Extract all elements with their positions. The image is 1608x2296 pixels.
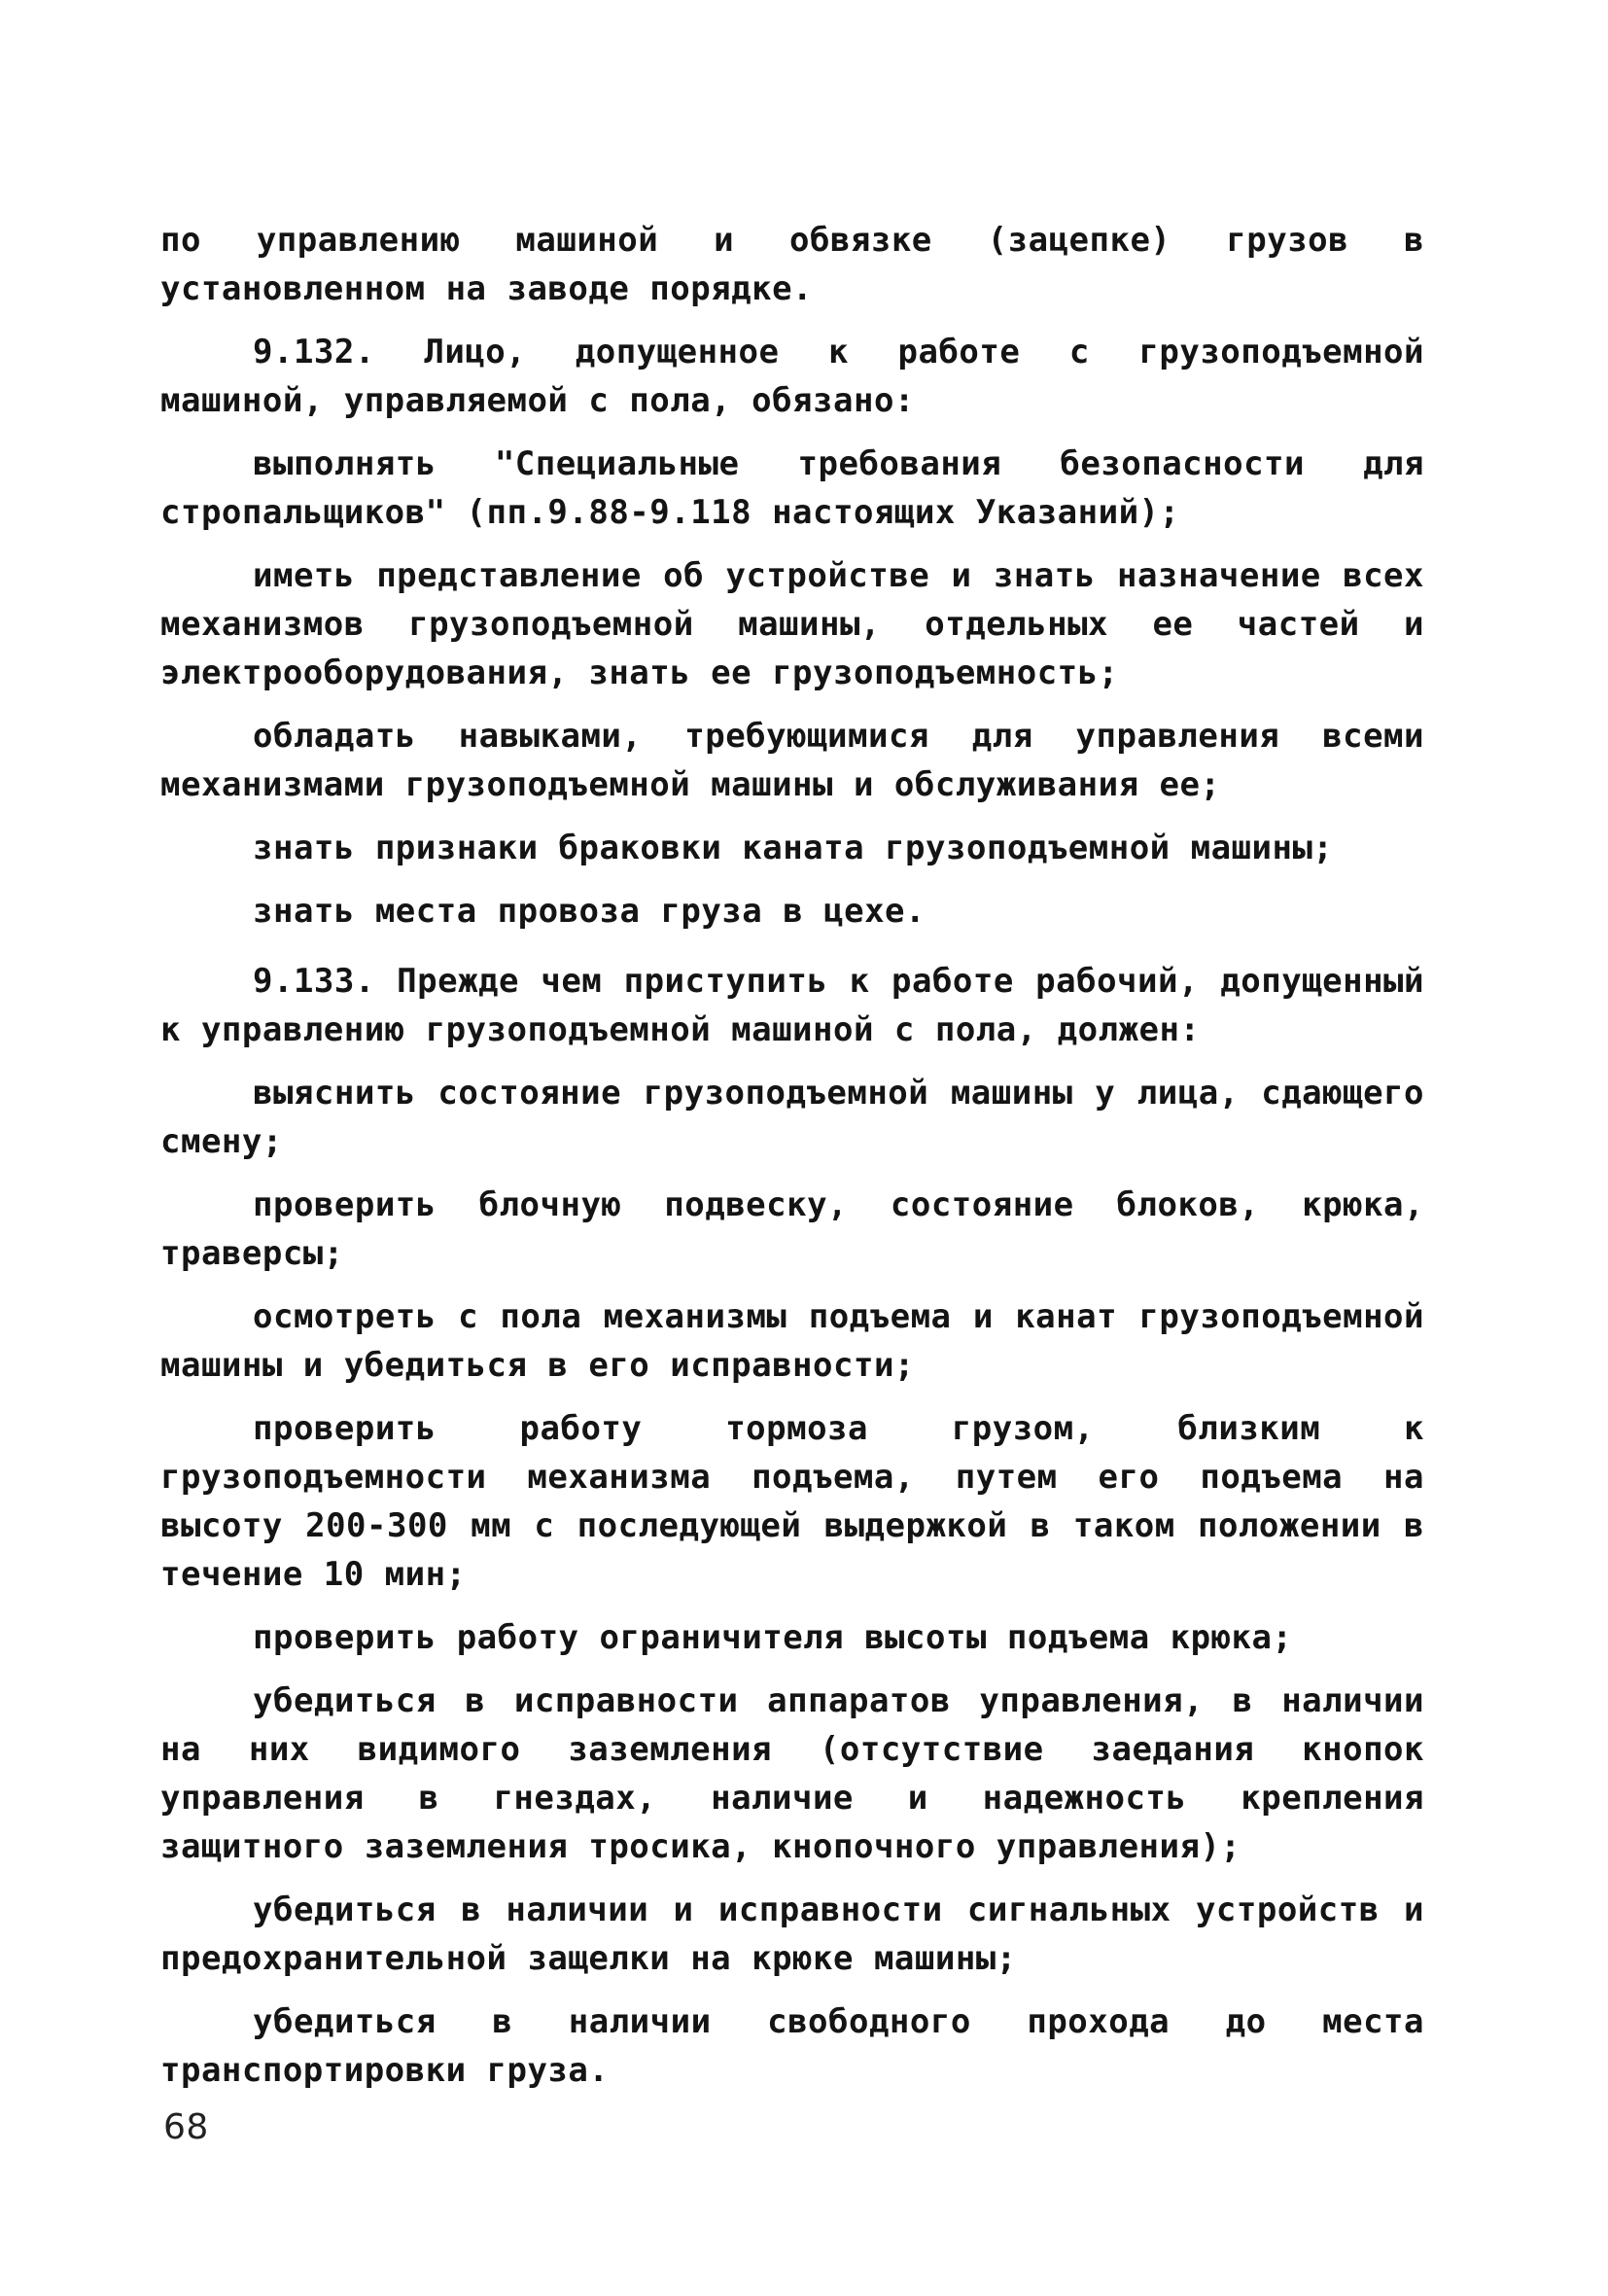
list-item: проверить работу ограничителя высоты подъема крюка; — [253, 1618, 1293, 1657]
list-item: убедиться в наличии и исправности сигнальных устройств и предохранительной защелки на крюке машины; — [160, 1890, 1424, 1978]
list-item: проверить работу тормоза грузом, близким к грузоподъемности механизма подъема, путем его подъема на высоту 200-300 мм с последующей выдержкой в таком положении в течение 10 мин; — [160, 1409, 1424, 1594]
list-item: выполнять "Специальные требования безопасности для стропальщиков" (пп.9.88-9.118 настоящих Указаний); — [160, 444, 1424, 532]
list-item: проверить блочную подвеску, состояние блоков, крюка, траверсы; — [160, 1185, 1424, 1273]
body-text — [160, 216, 1424, 2109]
list-item: убедиться в наличии свободного прохода до места транспортировки груза. — [160, 2002, 1424, 2090]
list-item: выяснить состояние грузоподъемной машины у лица, сдающего смену; — [160, 1074, 1424, 1161]
paragraph-continuation: по управлению машиной и обвязке (зацепке) грузов в установленном на заводе порядке. — [160, 221, 1424, 308]
list-item: знать места провоза груза в цехе. — [253, 892, 926, 931]
list-item: иметь представление об устройстве и знать назначение всех механизмов грузоподъемной машины, отдельных ее частей и электрооборудования, знать ее грузоподъемность; — [160, 556, 1424, 692]
paragraph-9-133: 9.133. Прежде чем приступить к работе рабочий, допущенный к управлению грузоподъемной машиной с пола, должен: — [160, 962, 1424, 1049]
list-item: осмотреть с пола механизмы подъема и канат грузоподъемной машины и убедиться в его исправности; — [160, 1297, 1424, 1385]
list-item: убедиться в исправности аппаратов управления, в наличии на них видимого заземления (отсутствие заедания кнопок управления в гнездах, наличие и надежность крепления защитного заземления тросика, кнопочного управления); — [160, 1681, 1424, 1866]
page-number: 68 — [163, 2107, 209, 2147]
list-item: знать признаки браковки каната грузоподъемной машины; — [253, 829, 1334, 867]
paragraph-9-132: 9.132. Лицо, допущенное к работе с грузоподъемной машиной, управляемой с пола, обязано: — [160, 333, 1424, 420]
list-item: обладать навыками, требующимися для управления всеми механизмами грузоподъемной машины и обслуживания ее; — [160, 717, 1424, 804]
